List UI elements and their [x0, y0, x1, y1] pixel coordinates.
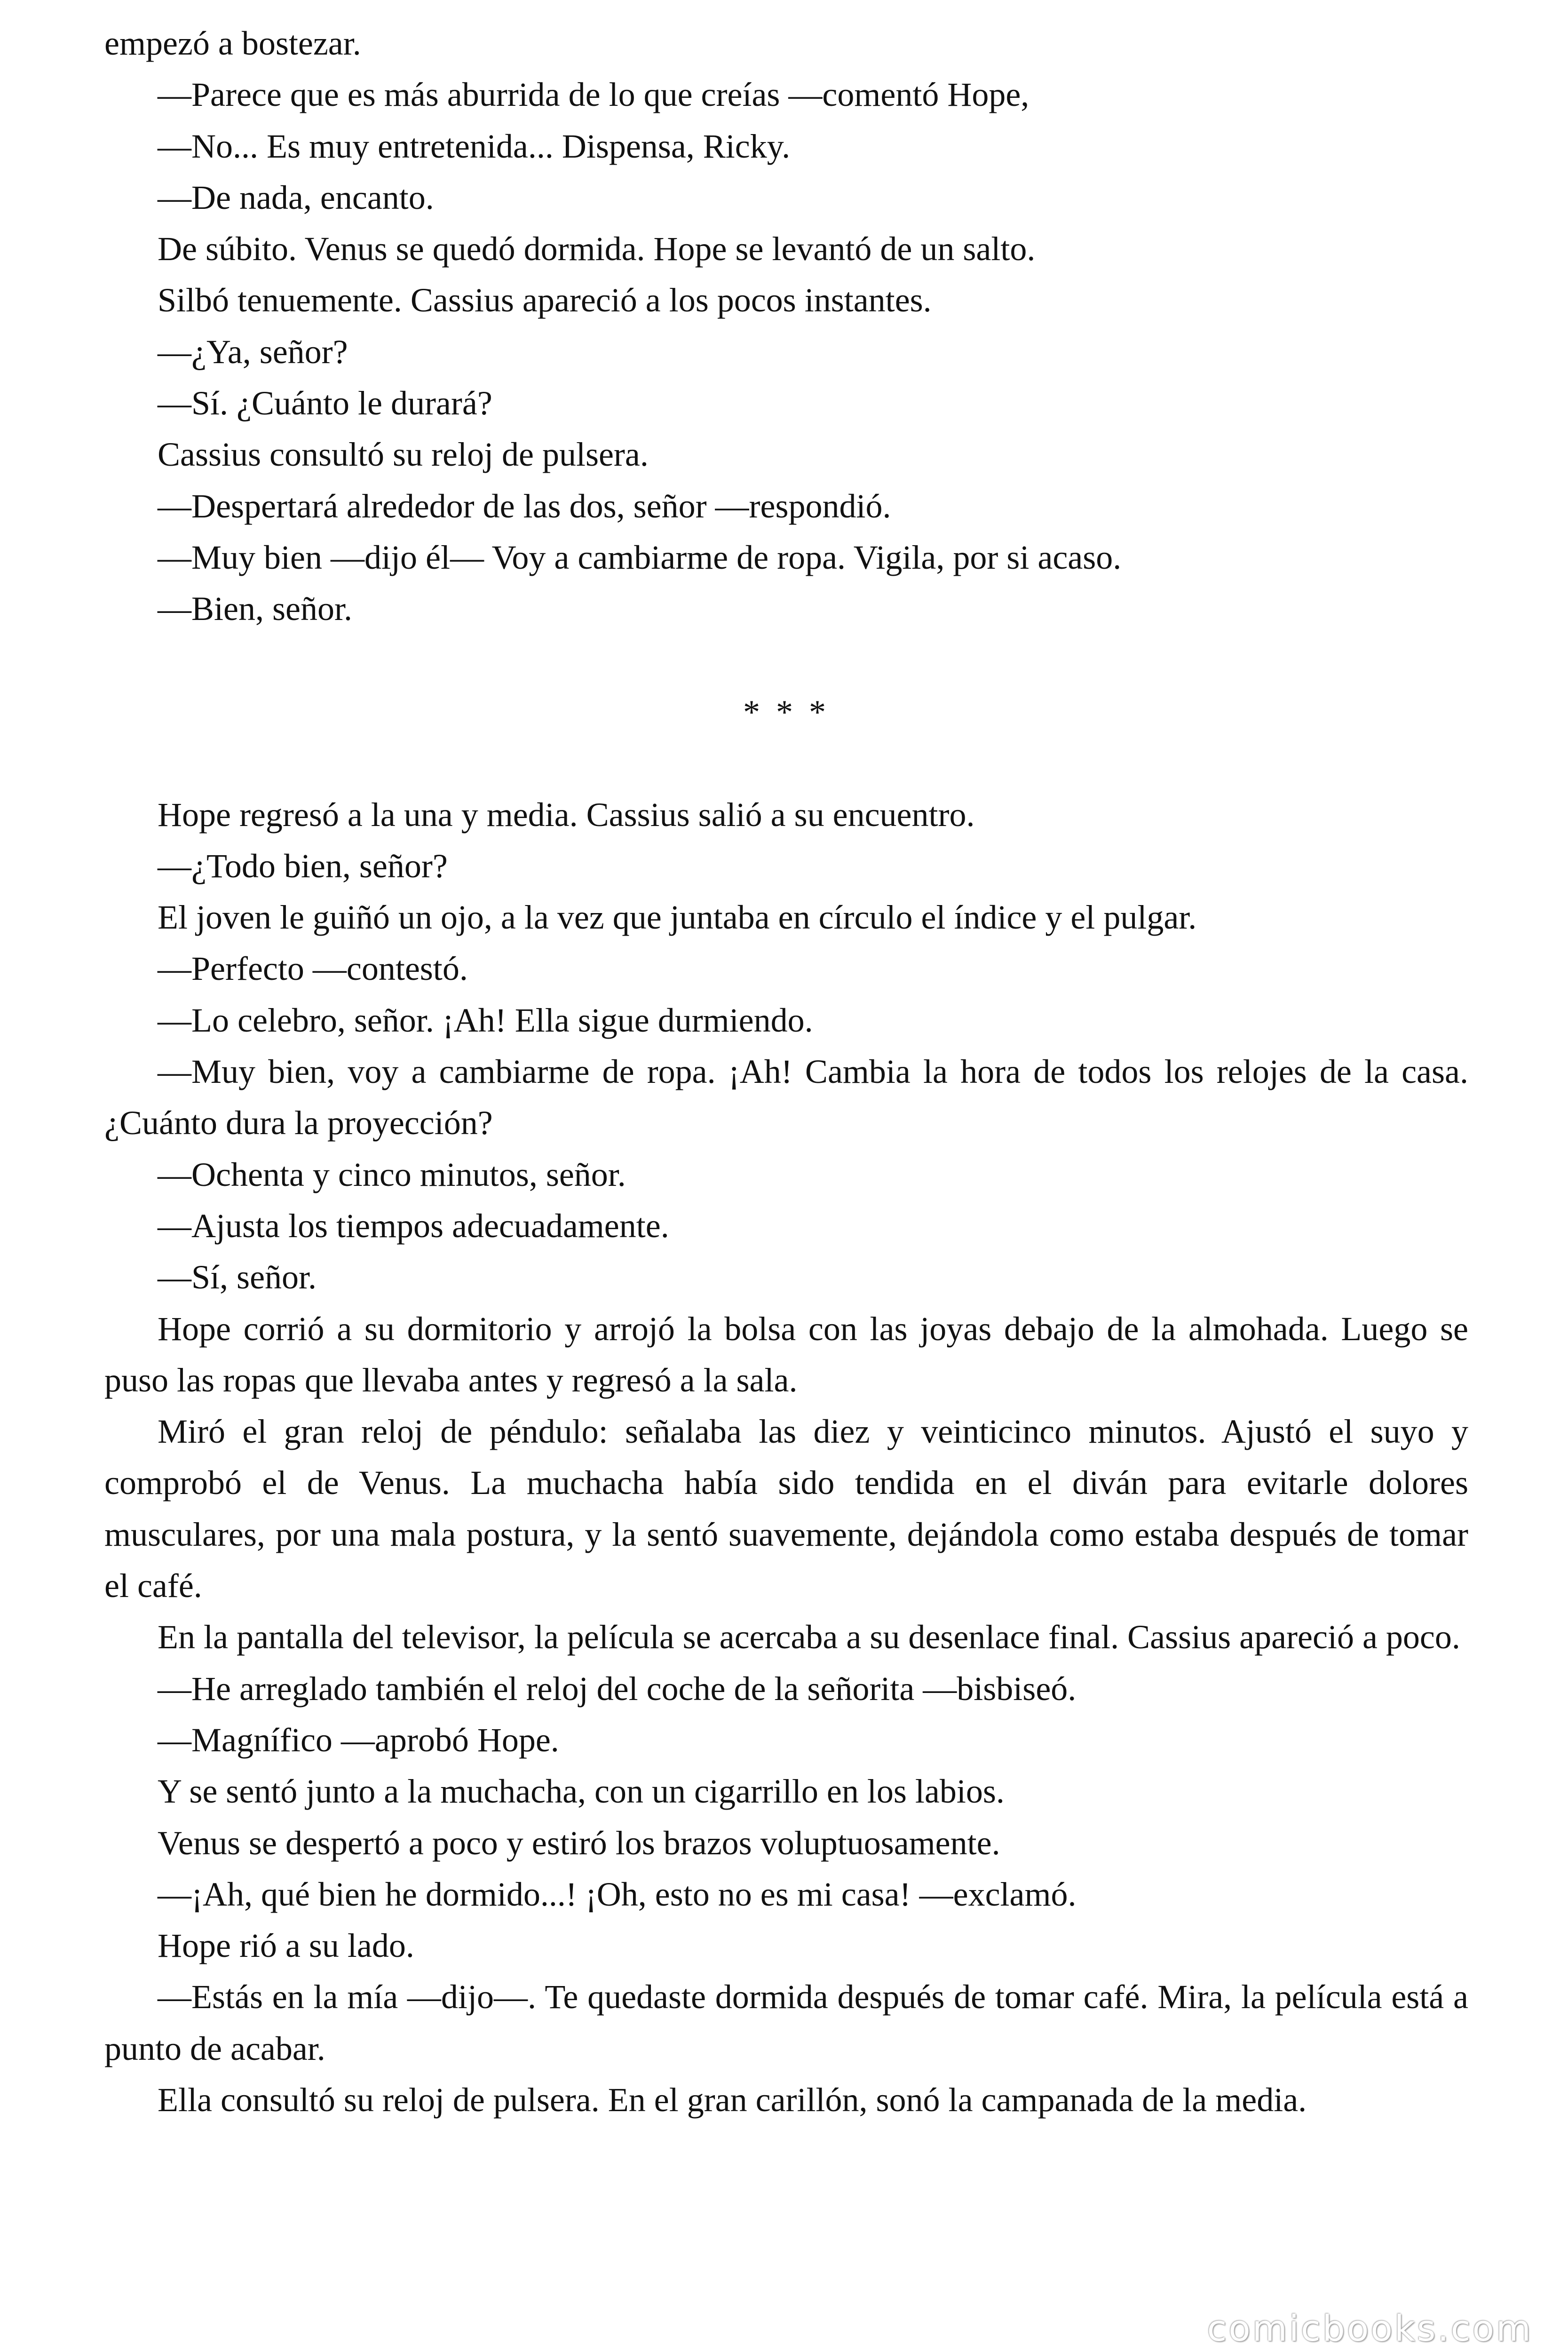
paragraph: —Bien, señor. [158, 590, 352, 628]
watermark: comicbooks.com [1207, 2307, 1533, 2349]
paragraph: —Ochenta y cinco minutos, señor. [158, 1155, 626, 1193]
paragraph: —He arreglado también el reloj del coche de la señorita —bisbiseó. [158, 1669, 1077, 1708]
paragraph: —Estás en la mía —dijo—. Te quedaste dormida después de tomar café. Mira, la película está a punto de acabar. [104, 1978, 1468, 2067]
paragraph: —Lo celebro, señor. ¡Ah! Ella sigue durmiendo. [158, 1001, 813, 1039]
paragraph: —¡Ah, qué bien he dormido...! ¡Oh, esto no es mi casa! —exclamó. [158, 1875, 1077, 1913]
paragraph: —De nada, encanto. [158, 178, 434, 216]
paragraph: —Parece que es más aburrida de lo que creías —comentó Hope, [158, 76, 1029, 114]
paragraph: —Despertará alrededor de las dos, señor —respondió. [158, 487, 891, 525]
paragraph: —Muy bien, voy a cambiarme de ropa. ¡Ah! Cambia la hora de todos los relojes de la casa. ¿Cuánto dura la proyección? [104, 1053, 1468, 1142]
paragraph: En la pantalla del televisor, la película se acercaba a su desenlace final. Cassius apareció a poco. [158, 1618, 1460, 1656]
scene-break: * * * [743, 693, 830, 731]
paragraph: De súbito. Venus se quedó dormida. Hope se levantó de un salto. [158, 230, 1036, 268]
paragraph: —Sí, señor. [158, 1258, 317, 1296]
paragraph: Cassius consultó su reloj de pulsera. [158, 436, 649, 474]
paragraph: Hope corrió a su dormitorio y arrojó la bolsa con las joyas debajo de la almohada. Luego se puso las ropas que llevaba antes y regresó a la sala. [104, 1310, 1468, 1399]
paragraph: —¿Todo bien, señor? [158, 847, 448, 885]
paragraph: Hope regresó a la una y media. Cassius salió a su encuentro. [158, 795, 975, 834]
paragraph: —No... Es muy entretenida... Dispensa, Ricky. [158, 127, 791, 165]
paragraph: —Perfecto —contestó. [158, 950, 468, 988]
paragraph: El joven le guiñó un ojo, a la vez que juntaba en círculo el índice y el pulgar. [158, 898, 1197, 937]
paragraph: Y se sentó junto a la muchacha, con un cigarrillo en los labios. [158, 1772, 1005, 1811]
paragraph: —Sí. ¿Cuánto le durará? [158, 384, 492, 422]
paragraph: Ella consultó su reloj de pulsera. En el gran carillón, sonó la campanada de la media. [158, 2081, 1307, 2119]
paragraph: Venus se despertó a poco y estiró los brazos voluptuosamente. [158, 1824, 1000, 1862]
paragraph: Silbó tenuemente. Cassius apareció a los pocos instantes. [158, 281, 932, 319]
paragraph: —Magnífico —aprobó Hope. [158, 1721, 559, 1759]
paragraph: Miró el gran reloj de péndulo: señalaba las diez y veinticinco minutos. Ajustó el suyo y comprobó el de Venus. La muchacha había sido tendida en el diván para evitarle dolores musculares, por una mala postura, y la sentó suavemente, dejándola como estaba después de tomar el café. [104, 1413, 1468, 1605]
book-page [104, 18, 1468, 2126]
paragraph: empezó a bostezar. [104, 24, 361, 62]
paragraph: —Muy bien —dijo él— Voy a cambiarme de ropa. Vigila, por si acaso. [158, 538, 1122, 576]
paragraph: Hope rió a su lado. [158, 1927, 414, 1965]
paragraph: —¿Ya, señor? [158, 333, 348, 371]
paragraph: —Ajusta los tiempos adecuadamente. [158, 1207, 669, 1245]
